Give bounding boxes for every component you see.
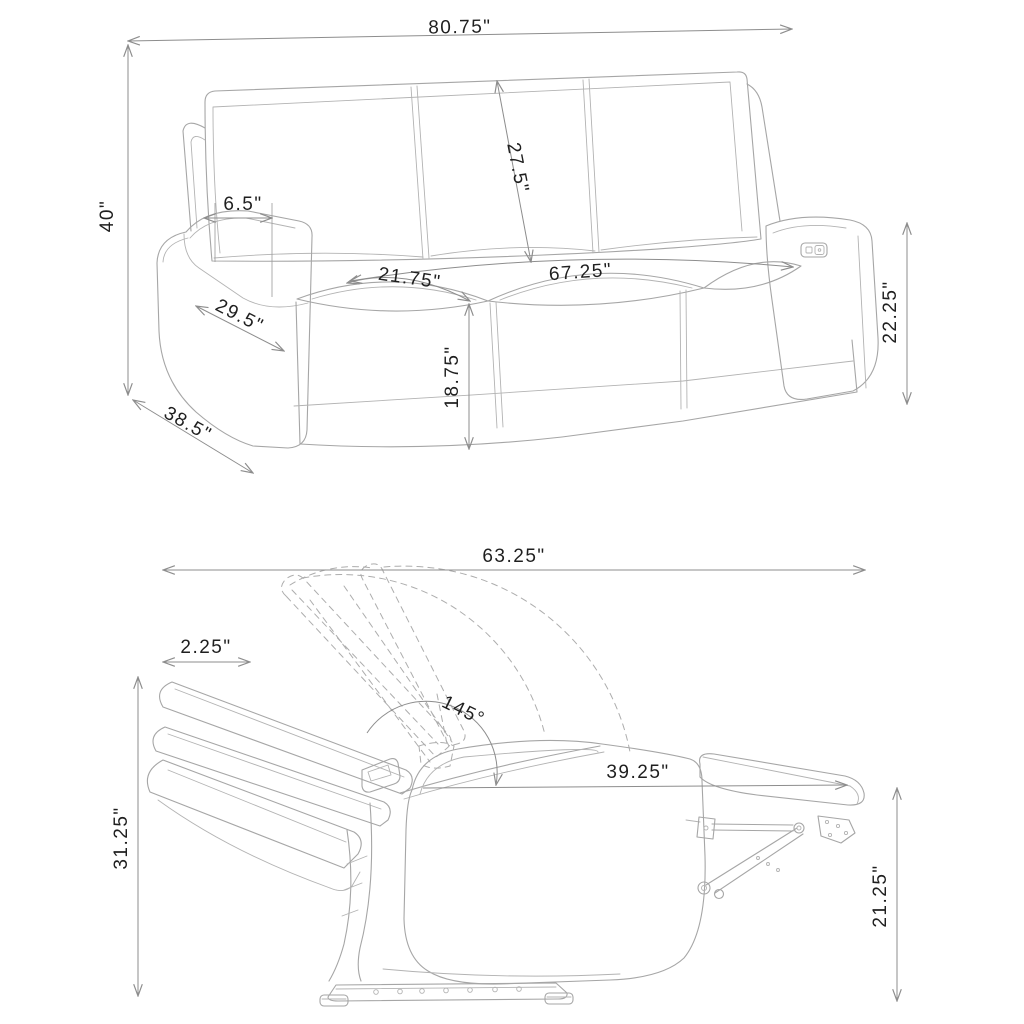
dim-label-reclined-length: 63.25" — [482, 546, 546, 567]
dim-label-recliner-height: 31.25" — [111, 806, 132, 870]
dim-label-interior-seat-width: 67.25" — [548, 259, 613, 286]
sofa-outline — [157, 72, 878, 448]
dim-label-seat-back-height: 21.25" — [870, 864, 891, 928]
dim-label-seat-cushion-width: 21.75" — [376, 263, 443, 294]
recliner-dimension-lines — [138, 570, 897, 1001]
sofa-diagram — [97, 16, 907, 473]
dim-label-back-cushion-height: 27.5" — [502, 140, 533, 196]
sofa-right-arm — [766, 217, 878, 399]
recliner-outline — [147, 682, 864, 1006]
dim-label-overall-depth: 38.5" — [160, 402, 216, 446]
dim-label-wall-clearance: 2.25" — [180, 637, 232, 658]
recliner-dimension-labels — [111, 546, 891, 928]
dim-label-recline-angle: 145° — [438, 691, 489, 731]
dim-label-overall-width: 80.75" — [428, 16, 492, 39]
dim-label-footrest-extension: 39.25" — [606, 762, 670, 783]
dim-label-arm-height: 22.25" — [880, 280, 901, 344]
recliner-motion-dashed — [282, 564, 631, 768]
power-switch-icon — [801, 243, 827, 257]
dim-line-footrest-extension — [423, 785, 847, 788]
dim-label-seat-depth: 29.5" — [211, 295, 268, 338]
recliner-diagram — [111, 546, 897, 1006]
sofa-dimension-lines — [128, 29, 907, 473]
dim-label-overall-height: 40" — [97, 199, 118, 233]
dim-label-arm-top-width: 6.5" — [223, 194, 263, 215]
base-rail — [320, 983, 573, 1006]
dim-label-seat-height: 18.75" — [442, 345, 463, 409]
footrest-linkage — [686, 816, 855, 899]
